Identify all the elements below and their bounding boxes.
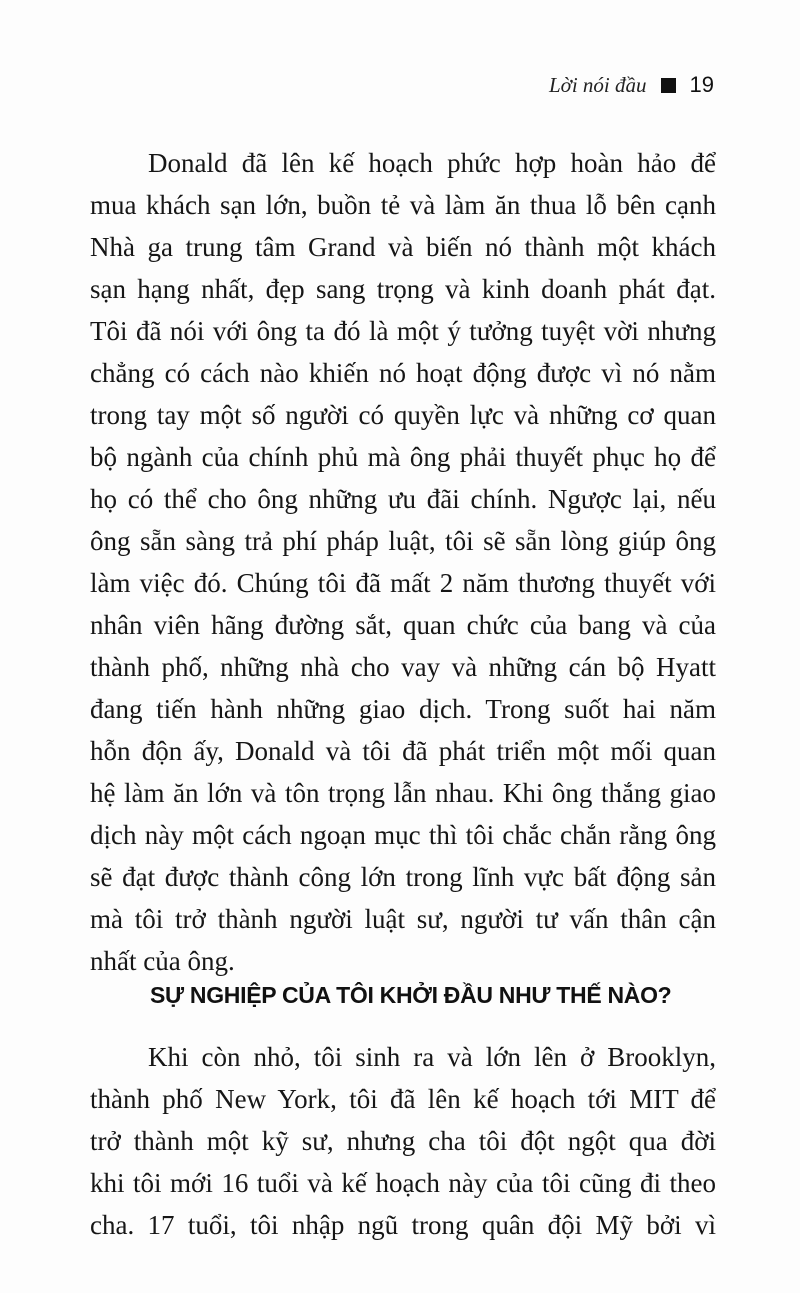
paragraph-career	[90, 1036, 716, 1246]
text-line: sẽ đạt được thành công lớn trong lĩnh vực bất động sản	[90, 862, 716, 892]
text-line: trong tay một số người có quyền lực và những cơ quan	[90, 400, 716, 430]
page-number: 19	[689, 72, 714, 97]
text-line: họ có thể cho ông những ưu đãi chính. Ngược lại, nếu	[90, 484, 716, 514]
text-line: nhất của ông.	[90, 946, 235, 976]
text-line: mua khách sạn lớn, buồn tẻ và làm ăn thua lỗ bên cạnh	[90, 190, 716, 220]
text-line: Tôi đã nói với ông ta đó là một ý tưởng tuyệt vời nhưng	[90, 316, 716, 346]
text-line: mà tôi trở thành người luật sư, người tư vấn thân cận	[90, 904, 716, 934]
square-bullet-icon	[661, 78, 676, 93]
text-line: Khi còn nhỏ, tôi sinh ra và lớn lên ở Brooklyn,	[148, 1042, 716, 1072]
text-line: Nhà ga trung tâm Grand và biến nó thành một khách	[90, 232, 716, 262]
text-line: ông sẵn sàng trả phí pháp luật, tôi sẽ sẵn lòng giúp ông	[90, 526, 716, 556]
text-line: nhân viên hãng đường sắt, quan chức của bang và của	[90, 610, 716, 640]
running-header	[549, 68, 714, 102]
running-title: Lời nói đầu	[548, 72, 647, 97]
text-line: hệ làm ăn lớn và tôn trọng lẫn nhau. Khi ông thắng giao	[90, 778, 716, 808]
text-line: hỗn độn ấy, Donald và tôi đã phát triển một mối quan	[90, 736, 716, 766]
text-line: Donald đã lên kế hoạch phức hợp hoàn hảo để	[148, 148, 716, 178]
text-line: đang tiến hành những giao dịch. Trong suốt hai năm	[90, 694, 716, 724]
text-line: cha. 17 tuổi, tôi nhập ngũ trong quân đội Mỹ bởi vì	[90, 1210, 716, 1240]
text-line: trở thành một kỹ sư, nhưng cha tôi đột ngột qua đời	[90, 1126, 716, 1156]
text-line: làm việc đó. Chúng tôi đã mất 2 năm thương thuyết với	[90, 568, 716, 598]
text-line: thành phố New York, tôi đã lên kế hoạch tới MIT để	[90, 1084, 716, 1114]
text-line: khi tôi mới 16 tuổi và kế hoạch này của tôi cũng đi theo	[90, 1168, 716, 1198]
text-line: thành phố, những nhà cho vay và những cán bộ Hyatt	[90, 652, 716, 682]
text-line: dịch này một cách ngoạn mục thì tôi chắc chắn rằng ông	[90, 820, 716, 850]
text-line: sạn hạng nhất, đẹp sang trọng và kinh doanh phát đạt.	[90, 274, 716, 304]
section-heading: SỰ NGHIỆP CỦA TÔI KHỞI ĐẦU NHƯ THẾ NÀO?	[150, 982, 672, 1008]
text-line: bộ ngành của chính phủ mà ông phải thuyết phục họ để	[90, 442, 716, 472]
text-line: chẳng có cách nào khiến nó hoạt động được vì nó nằm	[90, 358, 716, 388]
paragraph-intro	[90, 142, 716, 982]
